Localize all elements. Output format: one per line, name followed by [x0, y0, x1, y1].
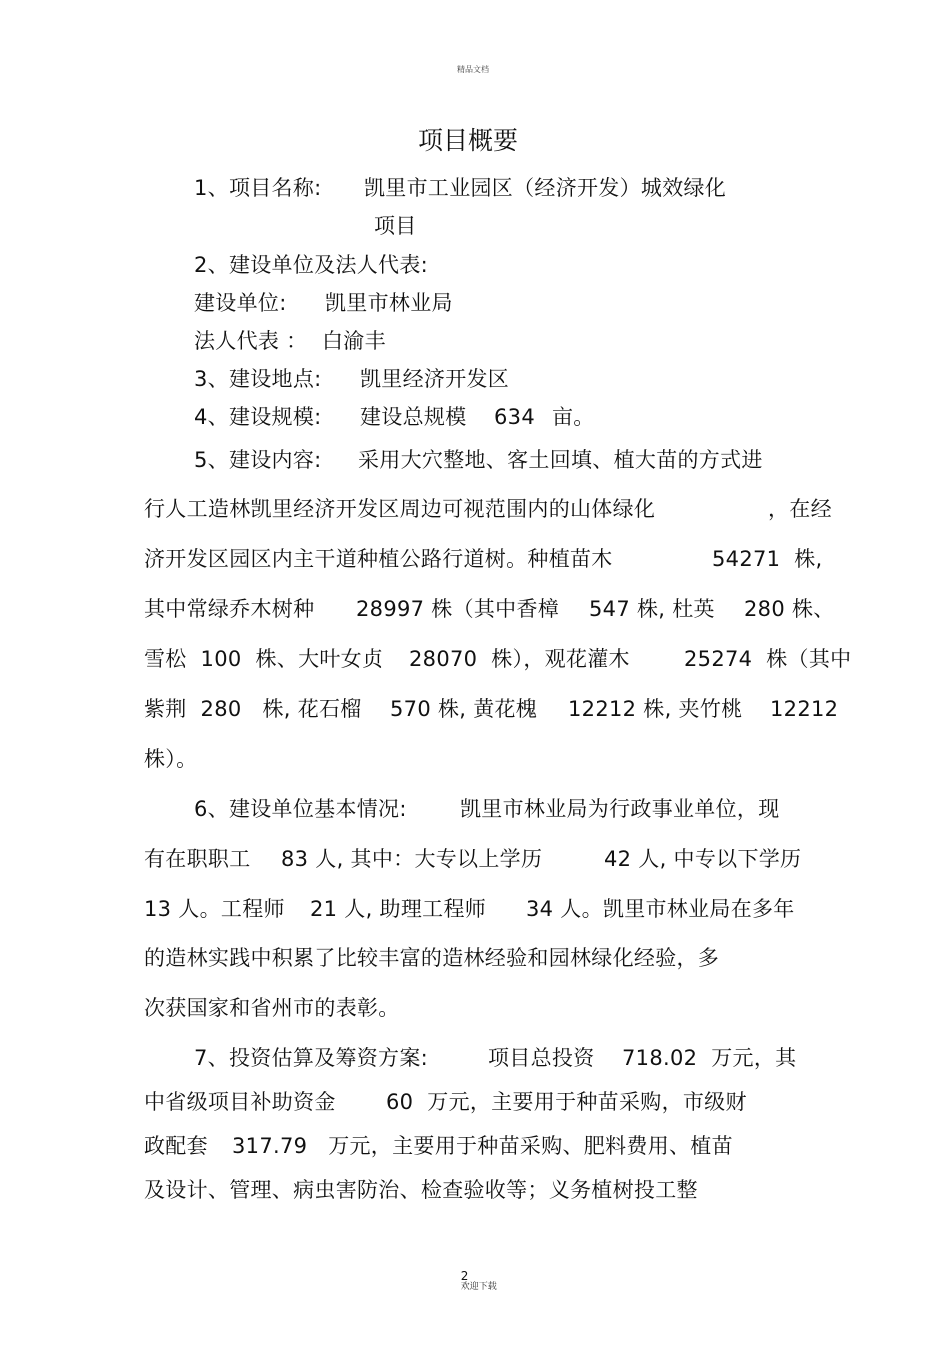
item6-line-1b: 83 人, 其中：大专以上学历 [281, 847, 543, 871]
item6-line-3: 的造林实践中积累了比较丰富的造林经验和园林绿化经验，多 [144, 946, 720, 970]
item4-number: 634 [494, 405, 535, 429]
item1-value-cont: 项目 [374, 214, 417, 238]
item7-label: 7、投资估算及筹资方案: [194, 1046, 429, 1070]
item6-line-4: 次获国家和省州市的表彰。 [144, 996, 400, 1020]
item3-label: 3、建设地点: [194, 367, 322, 391]
item5-line-2: 济开发区园区内主干道种植公路行道树。种植苗木 [144, 547, 613, 571]
item7-line-2a: 政配套 [144, 1134, 208, 1158]
item3-value: 凯里经济开发区 [360, 367, 510, 391]
item5-line-5b: 570 株, 黄花槐 [390, 697, 538, 721]
item5-line-4c: 25274 株（其中 [684, 647, 852, 671]
item4-label: 4、建设规模: [194, 405, 322, 429]
item7-line-2b: 317.79 万元，主要用于种苗采购、肥料费用、植苗 [232, 1134, 733, 1158]
document-title: 项目概要 [418, 126, 519, 155]
item6-value: 凯里市林业局为行政事业单位，现 [460, 797, 780, 821]
footer-text: 欢迎下载 [460, 1282, 497, 1292]
item4-value: 建设总规模 [360, 405, 467, 429]
item5-line-4b: 28070 株），观花灌木 [409, 647, 630, 671]
item5-line-3b: 28997 株（其中香樟 [356, 597, 560, 621]
item5-line-3d: 280 株、 [744, 597, 835, 621]
item5-line-2-end: 54271 株, [712, 547, 823, 571]
item7-line-3: 及设计、管理、病虫害防治、检查验收等；义务植树投工整 [144, 1178, 698, 1202]
item2-label: 2、建设单位及法人代表: [194, 253, 429, 277]
item6-line-1c: 42 人, 中专以下学历 [604, 847, 802, 871]
page-footer [455, 1261, 497, 1292]
item5-line-3c: 547 株, 杜英 [589, 597, 715, 621]
item5-line-1-end: ，在经 [768, 497, 832, 521]
item7-line-1a: 中省级项目补助资金 [144, 1090, 336, 1114]
item5-line-4a: 雪松 100 株、大叶女贞 [144, 647, 384, 671]
item6-line-2b: 21 人, 助理工程师 [310, 897, 487, 921]
item5-line-5d: 12212 [770, 697, 839, 721]
unit-label: 建设单位: [194, 291, 287, 315]
page-number: 2 [460, 1269, 469, 1283]
item5-value: 采用大穴整地、客土回填、植大苗的方式进 [358, 448, 763, 472]
unit-value: 凯里市林业局 [325, 291, 453, 315]
item1-label: 1、项目名称: [194, 176, 322, 200]
page-header: 精品文档 [457, 65, 489, 74]
item6-line-1a: 有在职职工 [144, 847, 251, 871]
item4-unit: 亩。 [552, 405, 595, 429]
item5-line-1: 行人工造林凯里经济开发区周边可视范围内的山体绿化 [144, 497, 656, 521]
item5-line-3a: 其中常绿乔木树种 [144, 597, 315, 621]
item5-line-5a: 紫荆 280 株, 花石榴 [144, 697, 362, 721]
item7-line-1b: 60 万元，主要用于种苗采购，市级财 [386, 1090, 747, 1114]
rep-value: 白渝丰 [322, 329, 386, 353]
item7-amount: 718.02 万元，其 [622, 1046, 797, 1070]
item5-line-6: 株）。 [144, 747, 198, 771]
item5-line-5c: 12212 株, 夹竹桃 [568, 697, 743, 721]
item7-value: 项目总投资 [488, 1046, 595, 1070]
item5-label: 5、建设内容: [194, 448, 322, 472]
item1-value: 凯里市工业园区（经济开发）城效绿化 [364, 176, 727, 200]
item6-line-2c: 34 人。凯里市林业局在多年 [526, 897, 795, 921]
item6-label: 6、建设单位基本情况: [194, 797, 407, 821]
rep-label: 法人代表 ： [194, 329, 308, 353]
item6-line-2a: 13 人。工程师 [144, 897, 285, 921]
